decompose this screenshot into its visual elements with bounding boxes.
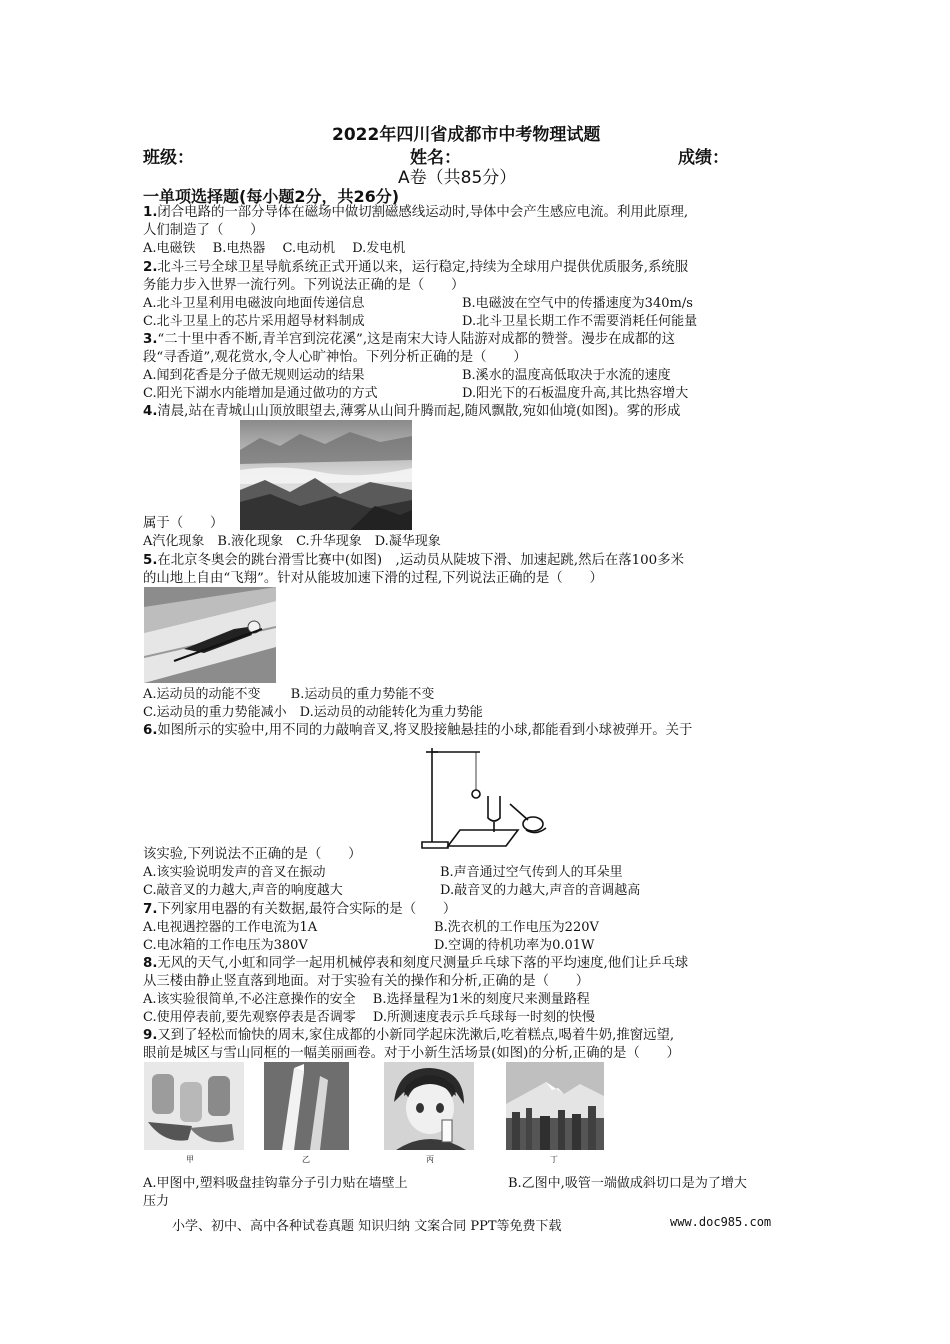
question-text: 如图所示的实验中,用不同的力敲响音叉,将叉股接触悬挂的小球,都能看到小球被弹开。关于 — [157, 723, 693, 738]
question-text: 又到了轻松而愉快的周末,家住成都的小新同学起床洗漱后,吃着糕点,喝着牛奶,推窗远望, — [157, 1028, 675, 1043]
question-5 — [143, 552, 684, 570]
question-1 — [143, 204, 688, 222]
tuning-fork-diagram — [418, 742, 553, 854]
class-label: 班级： — [143, 148, 194, 168]
option-a: A.该实验说明发声的音叉在振动 — [143, 865, 326, 880]
question-text: 闭合电路的一部分导体在磁场中做切割磁感线运动时,导体中会产生感应电流。利用此原理, — [157, 205, 689, 220]
question-number: 5. — [143, 553, 158, 568]
footer-url[interactable]: www.doc985.com — [670, 1215, 772, 1229]
question-7 — [143, 901, 456, 919]
question-text-cont: 人们制造了（ ） — [143, 223, 264, 238]
question-number: 8. — [143, 956, 158, 971]
options: A汽化现象 B.液化现象 C.升华现象 D.凝华现象 — [143, 534, 441, 549]
question-9 — [143, 1027, 674, 1045]
question-number: 3. — [143, 332, 158, 347]
question-2 — [143, 259, 688, 277]
option-b: B.电磁波在空气中的传播速度为340m/s — [462, 296, 693, 311]
city-snow-mountain-photo — [506, 1062, 604, 1150]
suction-hooks-photo — [144, 1062, 244, 1150]
option-d: D.北斗卫星长期工作不需要消耗任何能量 — [462, 314, 698, 329]
option-d: D.敲音叉的力越大,声音的音调越高 — [440, 883, 641, 898]
footer-text: 小学、初中、高中各种试卷真题 知识归纳 文案合同 PPT等免费下载 — [172, 1219, 562, 1234]
options-ab: A.该实验很简单,不必注意操作的安全 B.选择量程为1米的刻度尺来测量路程 — [143, 992, 590, 1007]
question-text: 无风的天气,小虹和同学一起用机械停表和刻度尺测量乒乓球下落的平均速度,他们让乒乓球 — [157, 956, 689, 971]
caption-bing: 丙 — [426, 1155, 434, 1164]
question-text: 在北京冬奥会的跳台滑雪比赛中(如图) ,运动员从陡坡下滑、加速起跳,然后在落100多米 — [157, 553, 684, 568]
question-text: “二十里中香不断,青羊宫到浣花溪”,这是南宋大诗人陆游对成都的赞誉。漫步在成都的这 — [157, 332, 676, 347]
options: A.电磁铁 B.电热器 C.电动机 D.发电机 — [143, 241, 406, 256]
option-c: C.北斗卫星上的芯片采用超导材料制成 — [143, 314, 365, 329]
name-label: 姓名： — [410, 148, 461, 168]
question-6 — [143, 722, 692, 740]
option-c: C.敲音叉的力越大,声音的响度越大 — [143, 883, 343, 898]
page-title: 2022年四川省成都市中考物理试题 — [332, 125, 601, 145]
question-number: 4. — [143, 404, 158, 419]
option-a: A.闻到花香是分子做无规则运动的结果 — [143, 368, 365, 383]
option-b-cont: 压力 — [143, 1194, 170, 1209]
score-label: 成绩： — [678, 148, 729, 168]
section-heading: 一单项选择题(每小题2分，共26分) — [143, 187, 400, 206]
option-c: C.电冰箱的工作电压为380V — [143, 938, 308, 953]
question-text-cont: 属于（ ） — [143, 516, 224, 531]
options-cd: C.运动员的重力势能减小 D.运动员的动能转化为重力势能 — [143, 705, 483, 720]
option-d: D.空调的待机功率为0.01W — [434, 938, 595, 953]
options-ab: A.运动员的动能不变 B.运动员的重力势能不变 — [143, 687, 435, 702]
question-3 — [143, 331, 675, 349]
option-c: C.阳光下湖水内能增加是通过做功的方式 — [143, 386, 378, 401]
option-a: A.北斗卫星利用电磁波向地面传递信息 — [143, 296, 365, 311]
question-number: 7. — [143, 902, 158, 917]
option-d: D.阳光下的石板温度升高,其比热容增大 — [462, 386, 689, 401]
straw-photo — [264, 1062, 349, 1150]
question-text: 北斗三号全球卫星导航系统正式开通以来，运行稳定,持续为全球用户提供优质服务,系统服 — [157, 260, 689, 275]
foggy-mountain-photo — [240, 420, 412, 530]
caption-yi: 乙 — [302, 1155, 310, 1164]
question-text-cont: 的山地上自由“飞翔”。针对从能坡加速下滑的过程,下列说法正确的是（ ） — [143, 571, 603, 586]
question-number: 2. — [143, 260, 158, 275]
question-text-cont: 从三楼由静止竖直落到地面。对于实验有关的操作和分析,正确的是（ ） — [143, 974, 590, 989]
question-text-cont: 眼前是城区与雪山同框的一幅美丽画卷。对于小新生活场景(如图)的分析,正确的是（ ） — [143, 1046, 680, 1061]
option-b: B.乙图中,吸管一端做成斜切口是为了增大 — [508, 1176, 747, 1191]
option-b: B.洗衣机的工作电压为220V — [434, 920, 599, 935]
question-text-cont: 段“寻香道”,观花赏水,令人心旷神怡。下列分析正确的是（ ） — [143, 350, 527, 365]
option-a: A.电视遇控器的工作电流为1A — [143, 920, 318, 935]
question-text: 清晨,站在青城山山顶放眼望去,薄雾从山间升腾而起,随风飘散,宛如仙境(如图)。雾的形成 — [157, 404, 681, 419]
caption-jia: 甲 — [186, 1155, 194, 1164]
caption-ding: 丁 — [550, 1155, 558, 1164]
option-b: B.声音通过空气传到人的耳朵里 — [440, 865, 623, 880]
options-cd: C.使用停表前,要先观察停表是否调零 D.所测速度表示乒乓球每一时刻的快慢 — [143, 1010, 595, 1025]
question-number: 1. — [143, 205, 158, 220]
option-b: B.溪水的温度高低取决于水流的速度 — [462, 368, 671, 383]
question-number: 6. — [143, 723, 158, 738]
ski-jumper-photo — [144, 587, 276, 683]
question-text-cont: 该实验,下列说法不正确的是（ ） — [143, 847, 362, 862]
question-8 — [143, 955, 688, 973]
part-a-heading: A卷（共85分） — [398, 168, 517, 188]
option-a: A.甲图中,塑料吸盘挂钩靠分子引力贴在墙壁上 — [143, 1176, 408, 1191]
question-number: 9. — [143, 1028, 158, 1043]
question-text: 下列家用电器的有关数据,最符合实际的是（ ） — [157, 902, 457, 917]
boy-drinking-photo — [384, 1062, 474, 1150]
question-text-cont: 务能力步入世界一流行列。下列说法正确的是（ ） — [143, 278, 465, 293]
question-4 — [143, 403, 680, 421]
